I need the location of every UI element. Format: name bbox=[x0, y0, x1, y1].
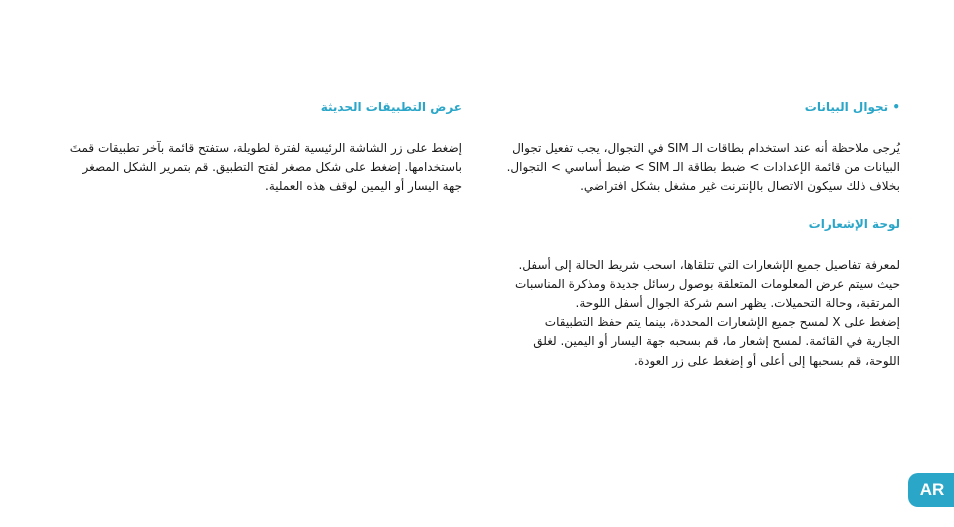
notification-panel-heading: لوحة الإشعارات bbox=[808, 216, 900, 231]
text-line: باستخدامها. إضغط على شكل مصغر لفتح التطبيق. قم بتمرير الشكل المصغر bbox=[82, 160, 462, 175]
text-line: إضغط على زر الشاشة الرئيسية لفترة لطويلة، ستفتح قائمة بآخر تطبيقات قمتَ bbox=[69, 141, 462, 155]
right-column bbox=[500, 98, 900, 371]
text-line: حيث سيتم عرض المعلومات المتعلقة بوصول رسائل جديدة ومذكرة المناسبات bbox=[514, 276, 900, 291]
language-badge: AR bbox=[908, 473, 954, 507]
left-column bbox=[64, 98, 462, 197]
text-line: المرتقبة، وحالة التحميلات. يظهر اسم شركة الجوال أسفل اللوحة. bbox=[575, 296, 900, 311]
text-line: بخلاف ذلك سيكون الاتصال بالإنترنت غير مشغل بشكل افتراضي. bbox=[580, 179, 900, 194]
text-line: إضغط على X لمسح جميع الإشعارات المحددة، بينما يتم حفظ التطبيقات bbox=[544, 315, 900, 330]
recent-apps-heading: عرض التطبيقات الحديثة bbox=[320, 100, 462, 114]
text-line: الجارية في القائمة. لمسح إشعار ما، قم بسحبه جهة اليسار أو اليمين. لغلق bbox=[533, 334, 900, 349]
text-line: يُرجى ملاحظة أنه عند استخدام بطاقات الـ SIM في التجوال، يجب تفعيل تجوال bbox=[512, 141, 900, 155]
text-line: البيانات من قائمة الإعدادات > ضبط بطاقة الـ SIM > ضبط أساسي > التجوال. bbox=[506, 160, 900, 175]
recent-apps-text bbox=[64, 139, 462, 197]
data-roaming-text bbox=[500, 139, 900, 197]
text-line: لمعرفة تفاصيل جميع الإشعارات التي تتلقاها، اسحب شريط الحالة إلى أسفل. bbox=[518, 257, 900, 272]
data-roaming-heading: • تجوال البيانات bbox=[804, 100, 900, 114]
notification-panel-text bbox=[500, 256, 900, 371]
text-line: جهة اليسار أو اليمين لوقف هذه العملية. bbox=[265, 179, 462, 194]
text-line: اللوحة، قم بسحبها إلى أعلى أو إضغط على زر العودة. bbox=[634, 353, 900, 368]
